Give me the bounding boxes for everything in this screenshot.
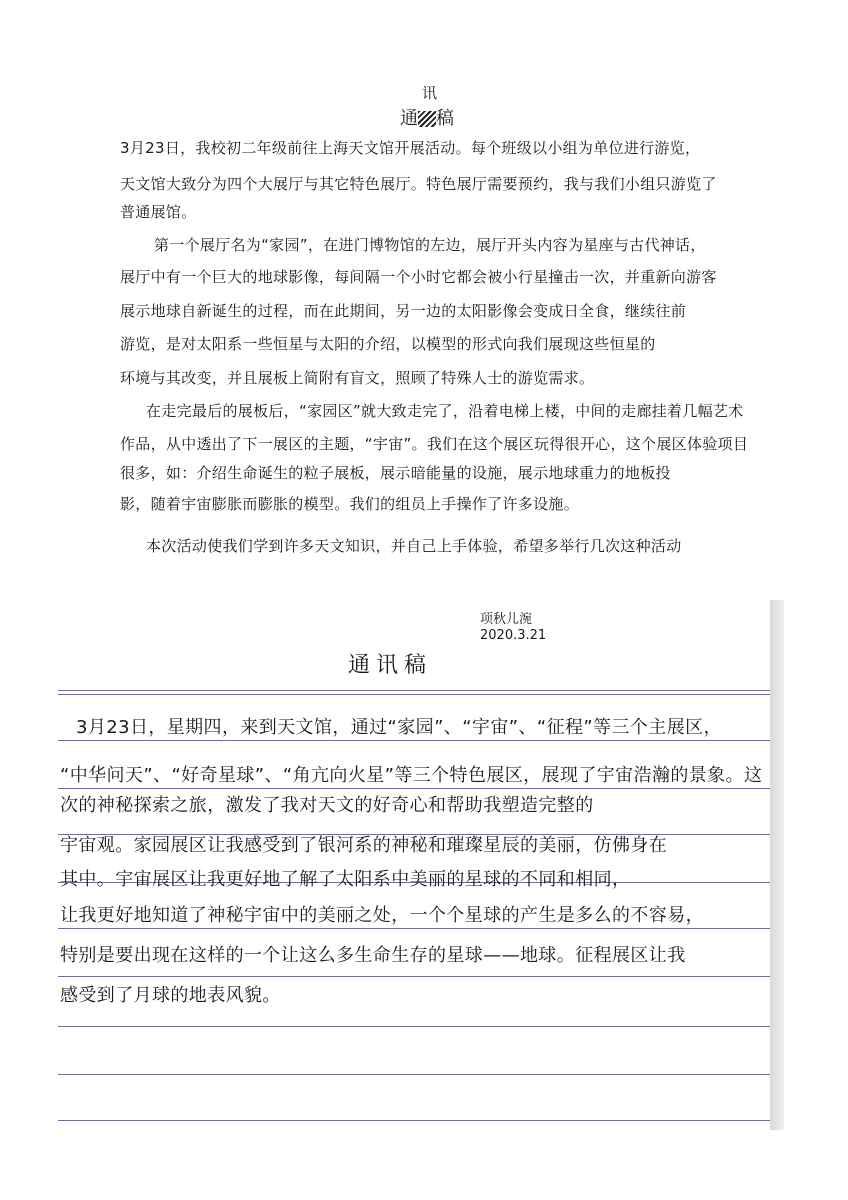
signature-date: 2020.3.21	[480, 628, 547, 643]
article-sheet-draft	[108, 48, 748, 588]
draft-title	[400, 104, 454, 130]
ruled-line	[58, 1120, 770, 1121]
text-line: 让我更好地知道了神秘宇宙中的美丽之处，一个个星球的产生是多么的不容易，	[60, 905, 704, 926]
ruled-line	[58, 1074, 770, 1075]
ruled-line	[58, 694, 770, 695]
text-line: 天文馆大致分为四个大展厅与其它特色展厅。特色展厅需要预约，我与我们小组只游览了	[120, 175, 717, 193]
text-line: 游览，是对太阳系一些恒星与太阳的介绍，以模型的形式向我们展现这些恒星的	[120, 335, 656, 353]
ruled-line	[58, 1026, 770, 1027]
text-line: “中华问天”、“好奇星球”、“角亢向火星”等三个特色展区，展现了宇宙浩瀚的景象。这	[60, 765, 763, 786]
ruled-line	[58, 788, 770, 789]
strikethrough-mark	[418, 111, 436, 127]
text-line: 3月23日，我校初二年级前往上海天文馆开展活动。每个班级以小组为单位进行游览，	[120, 139, 701, 157]
text-line: 宇宙观。家园展区让我感受到了银河系的神秘和璀璨星辰的美丽，仿佛身在	[60, 835, 668, 856]
text-line: 作品，从中透出了下一展区的主题，“宇宙”。我们在这个展区玩得很开心，这个展区体验项目	[120, 435, 749, 453]
article-sheet-final	[58, 598, 778, 1132]
text-line: 普通展馆。	[120, 203, 197, 221]
text-line: 在走完最后的展板后，“家园区”就大致走完了，沿着电梯上楼，中间的走廊挂着几幅艺术	[146, 402, 744, 420]
title-part: 通	[400, 108, 418, 129]
ruled-line	[58, 690, 770, 691]
ruled-line	[58, 976, 770, 977]
text-line: 展厅中有一个巨大的地球影像，每间隔一个小时它都会被小行星撞击一次，并重新向游客	[120, 268, 717, 286]
text-line: 其中。宇宙展区让我更好地了解了太阳系中美丽的星球的不同和相同，	[60, 869, 631, 890]
text-line: 很多，如：介绍生命诞生的粒子展板，展示暗能量的设施，展示地球重力的地板投	[120, 464, 671, 482]
signature-name: 项秋儿涴	[480, 612, 533, 627]
text-line: 环境与其改变，并且展板上简附有盲文，照顾了特殊人士的游览需求。	[120, 369, 595, 387]
text-line: 展示地球自新诞生的过程，而在此期间，另一边的太阳影像会变成日全食，继续往前	[120, 302, 687, 320]
text-line: 第一个展厅名为“家园”，在进门博物馆的左边，展厅开头内容为星座与古代神话，	[154, 236, 706, 254]
title-part: 稿	[436, 108, 454, 129]
ruled-line	[58, 740, 770, 741]
ruled-line	[58, 928, 770, 929]
text-line: 次的神秘探索之旅，激发了我对天文的好奇心和帮助我塑造完整的	[60, 795, 594, 816]
final-title: 通讯稿	[348, 653, 433, 678]
text-line: 影，随着宇宙膨胀而膨胀的模型。我们的组员上手操作了许多设施。	[120, 495, 580, 513]
text-line: 特别是要出现在这样的一个让这么多生命生存的星球——地球。征程展区让我	[60, 945, 686, 966]
text-line: 3月23日，星期四，来到天文馆，通过“家园”、“宇宙”、“征程”等三个主展区，	[76, 717, 722, 738]
text-line: 本次活动使我们学到许多天文知识，并自己上手体验，希望多举行几次这种活动	[146, 537, 682, 555]
title-insertion: 讯	[422, 84, 438, 102]
text-line: 感受到了月球的地表风貌。	[60, 985, 281, 1006]
